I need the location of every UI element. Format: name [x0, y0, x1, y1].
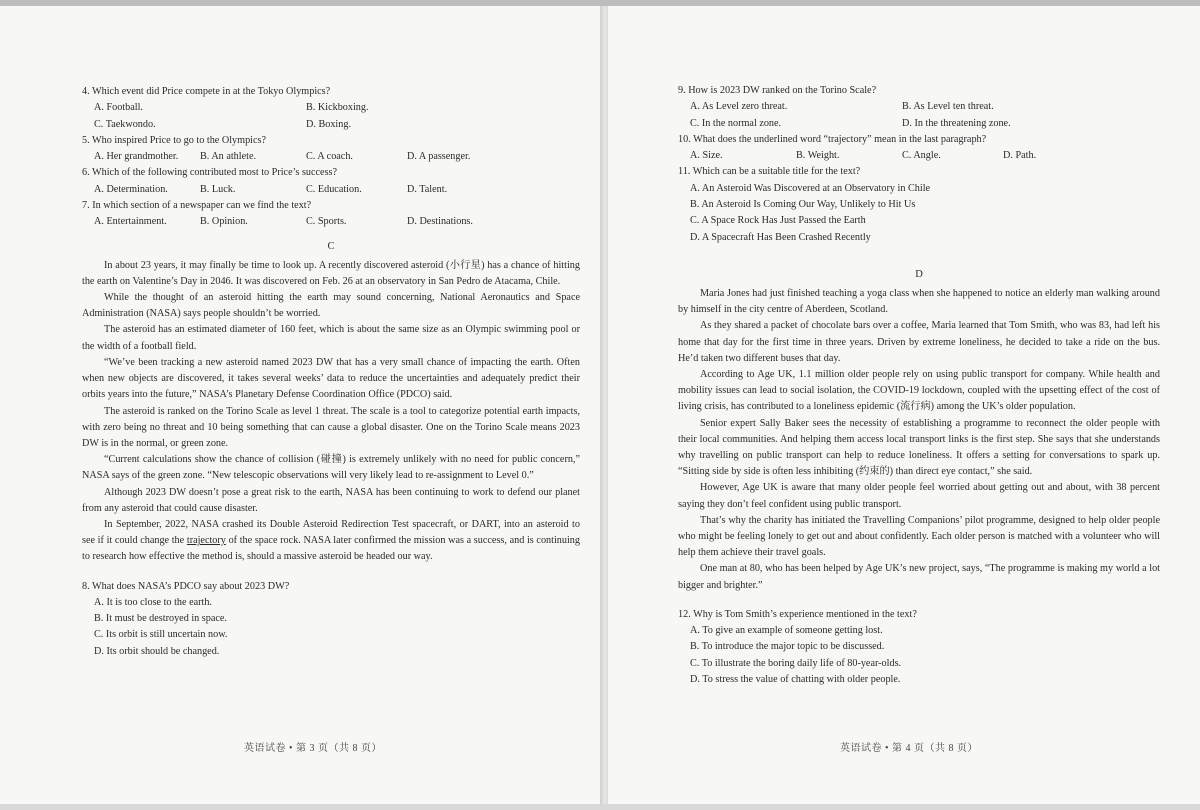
question-stem: 12. Why is Tom Smith’s experience mentioned in the text? [678, 608, 917, 620]
answer-option: D. Path. [1003, 150, 1037, 162]
page-footer: 英语试卷 • 第 3 页（共 8 页） [244, 743, 383, 754]
answer-options [82, 214, 580, 230]
answer-option: A. It is too close to the earth. [94, 596, 212, 608]
question-block [82, 579, 580, 660]
paragraph-text: The asteroid is ranked on the Torino Scale as level 1 threat. The scale is a tool to categorize potential earth impacts, with zero being no threat and 10 being something that can cause a global disaster. One on the Torino Scale means 2023 DW is in the normal, or green zone. [82, 405, 580, 449]
question-block [82, 133, 580, 166]
answer-option: B. Weight. [796, 150, 840, 162]
question-stem: 7. In which section of a newspaper can we find the text? [82, 200, 312, 212]
passage-paragraph [82, 517, 580, 566]
passage-paragraph: According to Age UK, 1.1 million older people rely on using public transport for company. While health and mobility issues can lead to social isolation, the COVID-19 lockdown, coupled with the upsetting effect of the cost of living crisis, has contributed to a loneliness epidemic (流行病) among the UK’s older population. [678, 368, 1160, 413]
answer-option: C. In the normal zone. [690, 117, 782, 129]
question-stem: 8. What does NASA’s PDCO say about 2023 DW? [82, 580, 290, 592]
answer-option: B. Kickboxing. [306, 102, 369, 114]
question-stem: 10. What does the underlined word “trajectory” mean in the last paragraph? [678, 133, 987, 145]
answer-option: C. Its orbit is still uncertain now. [94, 629, 228, 641]
answer-option: C. A Space Rock Has Just Passed the Earth [690, 215, 866, 227]
question-stem: 9. How is 2023 DW ranked on the Torino Scale? [678, 85, 877, 96]
underlined-word: trajectory [186, 535, 226, 547]
section-c-heading: C [327, 240, 335, 252]
passage-paragraph [82, 355, 580, 404]
paragraph-text: “Current calculations show the chance of collision (碰撞) is extremely unlikely with no need for public concern,” NASA says of the green zone. “New telescopic observations will very likely lead to re-assignment to Level 0.” [82, 454, 580, 482]
answer-option: C. A coach. [306, 151, 353, 163]
answer-option: A. To give an example of someone getting lost. [690, 625, 883, 637]
answer-options [678, 99, 1160, 132]
question-block [82, 84, 580, 133]
answer-option: B. As Level ten threat. [902, 101, 994, 113]
exam-page-4 [608, 6, 1200, 804]
passage-paragraph [82, 322, 580, 354]
question-stem: 11. Which can be a suitable title for the text? [678, 166, 861, 178]
paragraph-text: In September, 2022, NASA crashed its Double Asteroid Redirection Test spacecraft, or DART, into an asteroid to see if it could change the [82, 518, 580, 547]
question-block [82, 198, 580, 231]
answer-option: D. A passenger. [407, 151, 471, 163]
answer-option: D. To stress the value of chatting with older people. [690, 674, 901, 686]
passage-paragraph: As they shared a packet of chocolate bars over a coffee, Maria learned that Tom Smith, who was 83, had left his home that day for the first time in three years. Driven by extreme loneliness, he decided to take a ride on the bus. He’d taken two different buses that day. [678, 320, 1160, 364]
answer-option: A. Determination. [94, 183, 168, 195]
answer-option: B. An athlete. [200, 151, 257, 163]
answer-option: C. Angle. [902, 150, 941, 162]
passage-paragraph: However, Age UK is aware that many older people feel worried about getting out and about, with 38 percent saying they don’t feel confident using public transport. [678, 482, 1160, 510]
answer-options [678, 148, 1160, 164]
passage-paragraph [82, 258, 580, 290]
answer-options [678, 623, 1160, 688]
answer-option: C. Education. [306, 183, 362, 195]
answer-option: A. As Level zero threat. [690, 101, 788, 113]
question-stem: 4. Which event did Price compete in at the Tokyo Olympics? [82, 86, 331, 97]
section-d-heading: D [915, 268, 923, 280]
answer-option: A. Her grandmother. [94, 151, 179, 163]
question-8 [82, 579, 580, 660]
exam-page-3 [0, 6, 604, 804]
passage-c [82, 258, 580, 566]
question-stem: 5. Who inspired Price to go to the Olympics? [82, 134, 267, 146]
answer-option: B. Opinion. [200, 216, 248, 228]
passage-paragraph [82, 290, 580, 322]
answer-option: B. It must be destroyed in space. [94, 613, 227, 625]
answer-options [82, 100, 580, 133]
answer-option: B. To introduce the major topic to be discussed. [690, 641, 885, 653]
answer-option: A. Size. [690, 150, 723, 162]
paragraph-text: While the thought of an asteroid hitting the earth may sound concerning, National Aeronautics and Space Administration (NASA) says people shouldn’t be worried. [82, 292, 580, 320]
passage-paragraph: Senior expert Sally Baker sees the necessity of establishing a programme to reconnect the older people with their local communities. And helping them access local transport links is the first step. She says that she understands why travelling on public transport can help to reduce loneliness. It offers a setting for conversations to spark up. “Sitting side by side is often less inhibiting (约束的) than direct eye contact,” she said. [678, 417, 1160, 478]
answer-option: C. Sports. [306, 216, 347, 228]
answer-options [82, 149, 580, 165]
answer-option: D. A Spacecraft Has Been Crashed Recently [690, 231, 871, 243]
answer-option: A. Entertainment. [94, 216, 167, 228]
questions-9-11 [678, 83, 1160, 246]
question-block [678, 164, 1160, 245]
answer-option: D. In the threatening zone. [902, 117, 1011, 129]
answer-option: D. Its orbit should be changed. [94, 645, 220, 657]
answer-option: A. An Asteroid Was Discovered at an Observatory in Chile [690, 182, 931, 194]
answer-option: C. Taekwondo. [94, 118, 156, 130]
question-block [678, 83, 1160, 132]
question-stem: 6. Which of the following contributed most to Price’s success? [82, 167, 338, 179]
question-block [82, 165, 580, 198]
answer-option: A. Football. [94, 102, 143, 114]
questions-4-7 [82, 84, 580, 231]
passage-paragraph [82, 404, 580, 453]
answer-option: D. Boxing. [306, 118, 351, 130]
answer-option: B. An Asteroid Is Coming Our Way, Unlikely to Hit Us [690, 199, 916, 211]
page-footer: 英语试卷 • 第 4 页（共 8 页） [840, 743, 979, 754]
question-12 [678, 607, 1160, 688]
question-block [678, 132, 1160, 165]
paragraph-text: of the space rock. NASA later confirmed the mission was a success, and is continuing to research how effective the method is, should a massive asteroid be headed our way. [82, 535, 580, 563]
answer-options [678, 181, 1160, 246]
passage-d [678, 286, 1160, 594]
passage-paragraph: Maria Jones had just finished teaching a yoga class when she happened to notice an elderly man walking around by himself in the city centre of Aberdeen, Scotland. [678, 287, 1160, 316]
answer-option: C. To illustrate the boring daily life of 80-year-olds. [690, 657, 902, 669]
passage-paragraph: One man at 80, who has been helped by Age UK’s new project, says, “The programme is making my world a lot bigger and brighter.” [678, 563, 1160, 591]
question-block [678, 607, 1160, 688]
answer-option: B. Luck. [200, 183, 236, 195]
passage-paragraph [82, 452, 580, 484]
answer-options [82, 595, 580, 660]
paragraph-text: The asteroid has an estimated diameter of 160 feet, which is about the same size as an Olympic swimming pool or the width of a football field. [82, 324, 580, 352]
answer-option: D. Destinations. [407, 216, 473, 228]
paragraph-text: Although 2023 DW doesn’t pose a great risk to the earth, NASA has been continuing to work to defend our planet from any asteroid that could cause disaster. [82, 486, 580, 514]
answer-option: D. Talent. [407, 183, 448, 195]
answer-options [82, 182, 580, 198]
paragraph-text: “We’ve been tracking a new asteroid named 2023 DW that has a very small chance of impacting the earth. Often when new objects are discovered, it takes several weeks’ data to reduce the uncertainties and adequately predict their orbits years into the future,” NASA’s Planetary Defense Coordination Office (PDCO) said. [82, 356, 580, 401]
paragraph-text: In about 23 years, it may finally be time to look up. A recently discovered asteroid (小行星) has a chance of hitting the earth on Valentine’s Day in 2046. It was discovered on Feb. 26 at an observatory in San Pedro de Atacama, Chile. [82, 259, 580, 287]
passage-paragraph: That’s why the charity has initiated the Travelling Companions’ pilot programme, designed to help older people who might be feeling lonely to get out and about confidently. Each older person is matched with a volunteer who will help them achieve their travel goals. [678, 514, 1160, 559]
passage-paragraph [82, 485, 580, 517]
